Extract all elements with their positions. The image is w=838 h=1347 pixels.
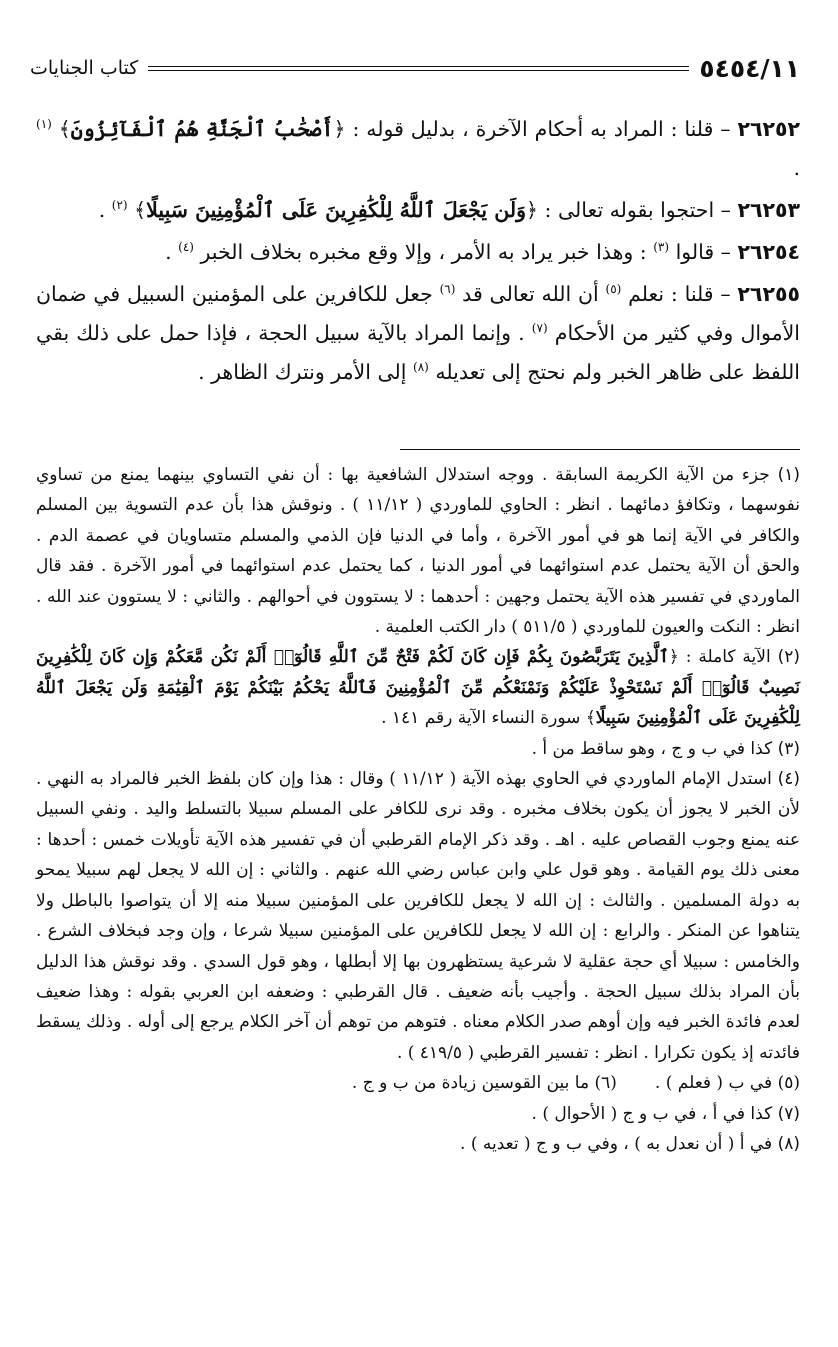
footnote-7 <box>36 1099 800 1129</box>
footnote-6 <box>352 1068 617 1098</box>
paragraph-text: – احتجوا بقوله تعالى : <box>538 198 738 222</box>
paragraph-text: – قلنا : نعلم <box>621 282 738 306</box>
header-rule <box>148 66 689 71</box>
footnote-separator <box>400 449 800 450</box>
paragraph-number: ٢٦٢٥٥ <box>737 282 800 306</box>
footnote-number: (٥) <box>777 1073 800 1094</box>
footnote-number: (٦) <box>594 1073 617 1094</box>
footnote-text: كذا في أ ، في ب و ج ( الأحوال ) . <box>531 1103 778 1124</box>
footnote-ref: (٨) <box>413 360 429 375</box>
quran-open-bracket: ﴿ <box>668 647 679 668</box>
quran-open-bracket: ﴿ <box>526 198 539 222</box>
paragraph-number: ٢٦٢٥٤ <box>737 240 800 264</box>
footnote-4 <box>36 764 800 1068</box>
footnote-ref: (٣) <box>653 240 670 255</box>
footnote-2 <box>36 642 800 733</box>
footnote-number: (١) <box>777 465 800 485</box>
footnote-text: سورة النساء الآية رقم ١٤١ . <box>381 708 586 729</box>
paragraph-text: . <box>165 240 179 264</box>
paragraph-text: : وهذا خبر يراد به الأمر ، وإلا وقع مخبره بخلاف الخبر <box>193 240 654 264</box>
footnote-text: في أ ( أن نعدل به ) ، وفي ب و ج ( تعديه ) . <box>460 1133 778 1154</box>
quran-verse: ٱلَّذِينَ يَتَرَبَّصُونَ بِكُمْ فَإِن كَانَ لَكُمْ فَتْحٌ مِّنَ ٱللَّهِ قَالُوٓا۟ أَلَمْ نَكُن مَّعَكُمْ وَإِن كَانَ لِلْكَٰفِرِينَ نَصِيبٌ قَالُوٓا۟ أَلَمْ نَسْتَحْوِذْ عَلَيْكُمْ وَنَمْنَعْكُم مِّنَ ٱلْمُؤْمِنِينَ فَٱللَّهُ يَحْكُمُ بَيْنَكُمْ يَوْمَ ٱلْقِيَٰمَةِ وَلَن يَجْعَلَ ٱللَّهُ لِلْكَٰفِرِينَ عَلَى ٱلْمُؤْمِنِينَ سَبِيلًا <box>36 647 800 729</box>
paragraph-text: أن الله تعالى قد <box>455 282 606 306</box>
book-title: كتاب الجنايات <box>30 57 139 79</box>
footnote-text: في ب ( فعلم ) . <box>654 1073 778 1094</box>
footnote-text: ما بين القوسين زيادة من ب و ج . <box>351 1073 595 1094</box>
footnote-number: (٧) <box>777 1103 800 1124</box>
quran-close-bracket: ﴾ <box>585 708 596 729</box>
paragraph-text: – قالوا <box>669 240 738 264</box>
quran-open-bracket: ﴿ <box>333 117 346 141</box>
footnotes <box>36 460 800 1159</box>
footnote-1 <box>36 460 800 642</box>
quran-verse: أَصْحَٰبُ ٱلْجَنَّةِ هُمُ ٱلْفَآئِزُونَ <box>70 117 334 141</box>
quran-close-bracket: ﴾ <box>58 117 71 141</box>
paragraph-26253 <box>36 191 800 230</box>
footnote-text: الآية كاملة : <box>678 647 778 668</box>
footnote-ref: (٥) <box>605 282 622 297</box>
footnote-text: جزء من الآية الكريمة السابقة . ووجه استدلال الشافعية بها : أن نفي التساوي بينهما يمنع من تساوي نفوسهما ، وتكافؤ دمائهما . انظر : الحاوي للماوردي ( ١١/١٢ ) . ونوقش هذا بأن عدم التسوية بين المسلم والكافر في الآية إنما هو في أمور الآخرة ، وأما في الدنيا فإن الذمي والمسلم متساويان في عصمة الدم . والحق أن الآية يحتمل عدم استوائهما في أمور الدنيا ، كما يحتمل عدم استوائهما في أمور الآخرة . فقد قال الماوردي في تفسير هذه الآية يحتمل وجهين : أحدهما : لا يستوون في أحوالهم . والثاني : لا يستوون عند الله . انظر : النكت والعيون للماوردي ( ٥١١/٥ ) دار الكتب العلمية . <box>36 465 800 638</box>
footnote-text: كذا في ب و ج ، وهو ساقط من أ . <box>531 738 778 759</box>
footnote-number: (٨) <box>777 1133 800 1154</box>
footnote-text: استدل الإمام الماوردي في الحاوي بهذه الآية ( ١١/١٢ ) وقال : هذا وإن كان بلفظ الخبر فالمراد به النهي . لأن الخبر لا يجوز أن يكون بخلاف مخبره . وقد نرى للكافر على المسلم سبيلا بالتسلط واليد . ونفي السبيل عنه يمنع وجوب القصاص عليه . اهـ . وقد ذكر الإمام القرطبي أن في تفسير هذه الآية تأويلات خمس : أحدها : معنى ذلك يوم القيامة . وهو قول علي وابن عباس رضي الله عنهم . والثاني : إن الله لا يجعل لهم سبيلا يمحو به دولة المسلمين . والثالث : إن الله لا يجعل للكافرين على المؤمنين سبيلا منه إلا أن يتواصوا بالباطل ولا يتناهوا عن المنكر . والرابع : إن الله لا يجعل للكافرين على المؤمنين سبيلا شرعا ، وإن وجد فبخلاف الشرع . والخامس : سبيلا أي حجة عقلية لا شرعية يستظهرون بها إلا أبطلها ، وهو قول السدي . وقد نوقش هذا الدليل بأن المراد بذلك سبيل الحجة . وأجيب بأنه ضعيف . قال القرطبي : وضعفه ابن العربي بقوله : وهذا ضعيف لعدم فائدة الخبر فيه وإن أوهم صدر الكلام معناه . فتوهم من توهم أن آخر الكلام يرجع إلى أوله . وذلك يسقط فائدته إذ يكون تكرارا . انظر : تفسير القرطبي ( ٤١٩/٥ ) . <box>36 769 800 1063</box>
footnote-8 <box>36 1129 800 1159</box>
paragraph-text: . <box>793 156 800 180</box>
footnote-ref: (١) <box>36 117 52 132</box>
footnote-5 <box>655 1068 800 1098</box>
footnote-number: (٤) <box>777 769 800 790</box>
footnote-ref: (٦) <box>439 282 456 297</box>
paragraph-text: إلى الأمر ونترك الظاهر . <box>198 360 413 384</box>
footnote-number: (٢) <box>777 647 800 668</box>
page-header <box>30 48 800 88</box>
quran-verse: وَلَن يَجْعَلَ ٱللَّهُ لِلْكَٰفِرِينَ عَلَى ٱلْمُؤْمِنِينَ سَبِيلًا <box>146 198 527 222</box>
paragraph-26252 <box>36 110 800 188</box>
footnote-3 <box>36 734 800 764</box>
footnote-ref: (٤) <box>178 240 194 255</box>
paragraph-26255 <box>36 275 800 392</box>
paragraph-text: . <box>98 198 112 222</box>
paragraph-number: ٢٦٢٥٢ <box>737 117 800 141</box>
footnotes-5-6 <box>36 1068 800 1098</box>
paragraph-number: ٢٦٢٥٣ <box>737 198 800 222</box>
quran-close-bracket: ﴾ <box>134 198 147 222</box>
footnote-ref: (٧) <box>531 321 548 336</box>
paragraph-text: . وإنما المراد بالآية سبيل الحجة ، فإذا حمل على ذلك بقي اللفظ على ظاهر الخبر ولم نحتج إلى تعديله <box>36 321 800 384</box>
footnote-number: (٣) <box>777 738 800 759</box>
paragraph-text: – قلنا : المراد به أحكام الآخرة ، بدليل قوله : <box>345 117 738 141</box>
paragraph-26254 <box>36 233 800 272</box>
page-number: ٥٤٥٤/١١ <box>699 53 800 83</box>
paragraph-text: جعل للكافرين على المؤمنين السبيل في ضمان الأموال وفي كثير من الأحكام <box>36 282 801 345</box>
main-text <box>36 110 800 395</box>
footnote-ref: (٢) <box>111 198 128 213</box>
